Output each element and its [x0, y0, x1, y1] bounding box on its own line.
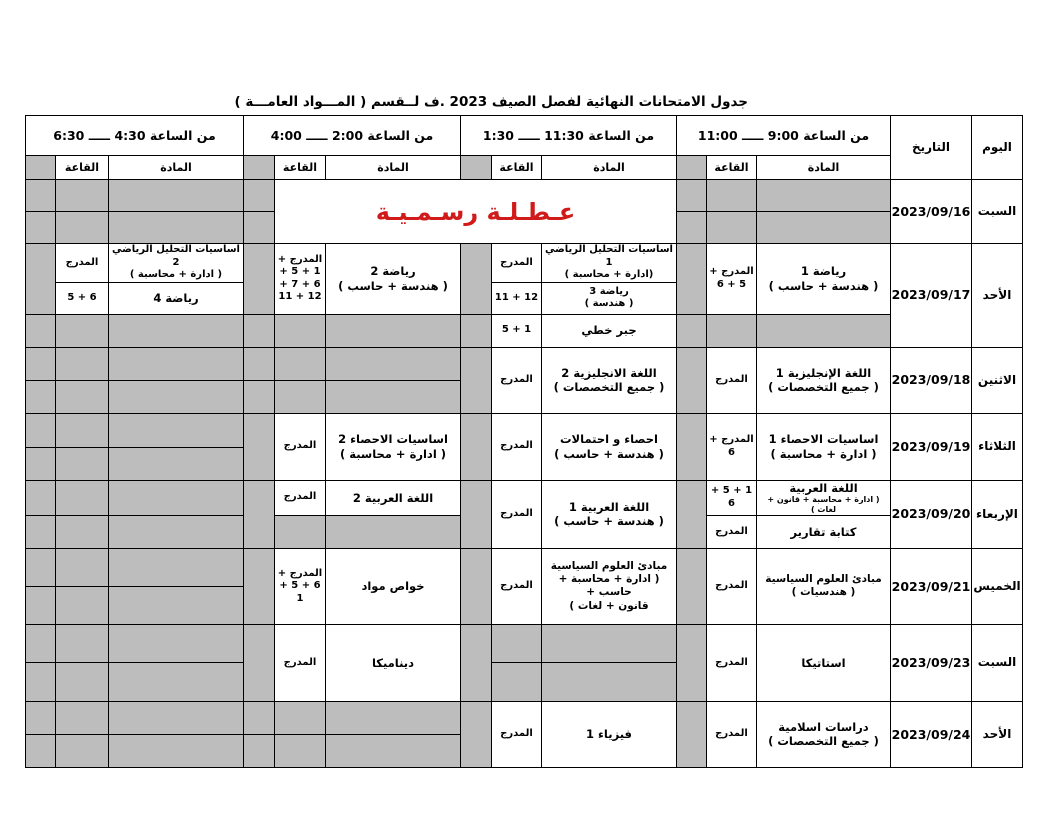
empty-cell [109, 624, 244, 662]
separator-cell [677, 480, 707, 548]
empty-cell [109, 662, 244, 701]
empty-cell [326, 515, 461, 548]
empty-cell [109, 380, 244, 413]
subject-dept: ( هندسيات ) [791, 586, 856, 599]
subject-dept: ( هندسة + حاسب ) [768, 278, 879, 293]
empty-cell [757, 180, 891, 212]
separator-cell [26, 624, 56, 662]
separator-cell [677, 212, 707, 244]
separator-cell [677, 156, 707, 180]
empty-cell [56, 413, 109, 447]
empty-cell [109, 480, 244, 515]
empty-cell [56, 480, 109, 515]
room-cell: 1 + 5 [492, 314, 542, 347]
room-cell: المدرج [492, 548, 542, 624]
subject-header: المادة [757, 156, 891, 180]
separator-cell [26, 180, 56, 212]
separator-cell [244, 314, 275, 347]
subject-dept: ( هندسة + حاسب ) [338, 278, 448, 293]
room-header: القاعة [492, 156, 542, 180]
subject-cell [542, 347, 677, 413]
date-cell: 2023/09/21 [891, 548, 972, 624]
empty-cell [109, 180, 244, 212]
separator-cell [677, 314, 707, 347]
room-cell: 1 + 5 + 6 [707, 480, 757, 515]
empty-cell [275, 347, 326, 380]
subject-header: المادة [109, 156, 244, 180]
subject-name: اساسيات الاحصاء 1 [768, 432, 879, 447]
subject-dept: ( جميع التخصصات ) [768, 734, 879, 749]
subject-name: رياضة 3 [589, 285, 629, 297]
separator-cell [461, 156, 492, 180]
subject-cell [542, 244, 677, 283]
room-cell [275, 548, 326, 624]
empty-cell [707, 212, 757, 244]
separator-cell [677, 413, 707, 480]
separator-cell [677, 347, 707, 413]
page-title: جدول الامتحانات النهائية لفصل الصيف 2023 .ف لــقسم ( المـــواد العامـــة ) [234, 94, 748, 110]
separator-cell [461, 244, 492, 315]
day-cell: الخميس [972, 548, 1023, 624]
subject-name: مبادئ العلوم السياسية [765, 573, 882, 586]
subject-dept: ( ادارة + محاسبة + قانون + لغات ) [767, 494, 880, 514]
subject-dept: ( ادارة + محاسبة + حاسب + [558, 573, 660, 599]
empty-cell [56, 701, 109, 734]
empty-cell [56, 314, 109, 347]
subject-dept: ( هندسة + حاسب ) [554, 446, 664, 461]
subject-name: احصاء و احتمالات [560, 432, 658, 447]
empty-cell [109, 212, 244, 244]
empty-cell [542, 662, 677, 701]
subject-dept: (ادارة + محاسبة ) [564, 269, 654, 280]
holiday-cell [275, 180, 677, 244]
subject-name: دراسات اسلامية [778, 720, 869, 734]
room-cell: المدرج + 6 [707, 413, 757, 480]
slot-4-header: من الساعة 4:30 ـــــ 6:30 [26, 116, 244, 156]
separator-cell [244, 548, 275, 624]
slot-3-header: من الساعة 2:00 ـــــ 4:00 [244, 116, 461, 156]
separator-cell [461, 701, 492, 767]
room-cell: المدرج [707, 515, 757, 548]
separator-cell [244, 701, 275, 734]
empty-cell [275, 734, 326, 767]
separator-cell [26, 515, 56, 548]
slot-2-header: من الساعة 11:30 ـــــ 1:30 [461, 116, 677, 156]
empty-cell [326, 314, 461, 347]
room-cell: المدرج [275, 480, 326, 515]
subject-cell: كتابة تقارير [757, 515, 891, 548]
empty-cell [56, 180, 109, 212]
separator-cell [26, 586, 56, 624]
subject-cell [757, 548, 891, 624]
subject-cell: جبر خطي [542, 314, 677, 347]
separator-cell [461, 314, 492, 347]
subject-cell [757, 701, 891, 767]
subject-cell [757, 413, 891, 480]
table-row [26, 180, 1023, 212]
empty-cell [56, 586, 109, 624]
subject-name: اللغة العربية 1 [568, 499, 650, 514]
separator-cell [244, 480, 275, 548]
subject-cell [542, 413, 677, 480]
room-header: القاعة [56, 156, 109, 180]
date-cell: 2023/09/20 [891, 480, 972, 548]
date-header: التاريخ [891, 116, 972, 180]
empty-cell [542, 624, 677, 662]
date-cell: 2023/09/24 [891, 701, 972, 767]
separator-cell [26, 413, 56, 447]
day-cell: الأحد [972, 244, 1023, 348]
empty-cell [275, 314, 326, 347]
empty-cell [109, 701, 244, 734]
separator-cell [26, 156, 56, 180]
subject-cell: فيزياء 1 [542, 701, 677, 767]
empty-cell [56, 347, 109, 380]
subject-name: اللغة العربية [789, 480, 858, 495]
empty-cell [56, 447, 109, 480]
separator-cell [677, 624, 707, 701]
subject-cell [757, 480, 891, 515]
separator-cell [244, 180, 275, 212]
room-line: 6 + 5 [716, 278, 747, 290]
day-cell: الأحد [972, 701, 1023, 767]
subject-dept: ( هندسة + حاسب ) [554, 514, 664, 529]
room-cell: المدرج [492, 480, 542, 548]
date-cell: 2023/09/18 [891, 347, 972, 413]
subject-cell: اللغة العربية 2 [326, 480, 461, 515]
separator-cell [461, 548, 492, 624]
room-cell: المدرج [492, 413, 542, 480]
table-row [26, 244, 1023, 283]
separator-cell [244, 413, 275, 480]
empty-cell [109, 413, 244, 447]
table-row [26, 314, 1023, 347]
room-cell [275, 244, 326, 315]
room-cell: المدرج [56, 244, 109, 283]
separator-cell [244, 380, 275, 413]
subject-name: اساسيات الاحصاء 2 [338, 432, 448, 447]
empty-cell [109, 515, 244, 548]
subject-cell [542, 548, 677, 624]
separator-cell [26, 734, 56, 767]
subject-name: رياضة 2 [370, 264, 416, 279]
separator-cell [244, 624, 275, 701]
table-row [26, 701, 1023, 734]
date-cell: 2023/09/23 [891, 624, 972, 701]
empty-cell [56, 515, 109, 548]
subject-name: اللغة الانجليزية 2 [561, 365, 657, 380]
subject-cell [542, 480, 677, 548]
empty-cell [757, 314, 891, 347]
separator-cell [461, 480, 492, 548]
empty-cell [56, 380, 109, 413]
separator-cell [244, 734, 275, 767]
room-cell [707, 244, 757, 315]
room-line: المدرج + [277, 253, 323, 265]
empty-cell [707, 180, 757, 212]
empty-cell [326, 734, 461, 767]
subject-name: رياضة 1 [800, 264, 847, 279]
subject-cell: استاتيكا [757, 624, 891, 701]
room-cell: المدرج [275, 413, 326, 480]
subject-dept: قانون + لغات ) [569, 599, 649, 612]
day-cell: السبت [972, 180, 1023, 244]
separator-cell [26, 548, 56, 586]
empty-cell [56, 548, 109, 586]
empty-cell [492, 662, 542, 701]
separator-cell [677, 548, 707, 624]
separator-cell [26, 347, 56, 380]
slot-1-header: من الساعة 9:00 ـــــ 11:00 [677, 116, 891, 156]
room-cell: المدرج [275, 624, 326, 701]
room-cell: المدرج [707, 624, 757, 701]
room-header: القاعة [707, 156, 757, 180]
empty-cell [109, 734, 244, 767]
subject-cell: ديناميكا [326, 624, 461, 701]
separator-cell [244, 347, 275, 380]
empty-cell [707, 314, 757, 347]
room-cell: المدرج [707, 548, 757, 624]
date-cell: 2023/09/16 [891, 180, 972, 244]
room-header: القاعة [275, 156, 326, 180]
room-cell: المدرج [492, 701, 542, 767]
date-cell: 2023/09/17 [891, 244, 972, 348]
empty-cell [109, 447, 244, 480]
subject-name: اللغة الإنجليزية 1 [775, 365, 872, 380]
slot-header-row [26, 116, 1023, 156]
separator-cell [244, 156, 275, 180]
table-row [26, 347, 1023, 380]
empty-cell [56, 734, 109, 767]
separator-cell [26, 701, 56, 734]
separator-cell [26, 244, 56, 315]
separator-cell [26, 314, 56, 347]
subject-cell [757, 347, 891, 413]
empty-cell [275, 701, 326, 734]
room-cell: المدرج [707, 701, 757, 767]
separator-cell [677, 180, 707, 212]
subject-dept: ( جميع التخصصات ) [768, 380, 879, 394]
subject-cell [326, 413, 461, 480]
room-line: المدرج + [709, 266, 754, 278]
subject-dept: ( ادارة + محاسبة ) [770, 446, 877, 461]
subject-cell [542, 282, 677, 314]
empty-cell [275, 515, 326, 548]
table-row [26, 624, 1023, 662]
separator-cell [26, 447, 56, 480]
separator-cell [26, 212, 56, 244]
separator-cell [677, 701, 707, 767]
empty-cell [56, 212, 109, 244]
room-cell: المدرج [707, 347, 757, 413]
separator-cell [26, 662, 56, 701]
empty-cell [326, 701, 461, 734]
empty-cell [109, 347, 244, 380]
empty-cell [326, 347, 461, 380]
room-cell: المدرج [492, 347, 542, 413]
empty-cell [326, 380, 461, 413]
empty-cell [109, 314, 244, 347]
separator-cell [677, 244, 707, 315]
table-row [26, 480, 1023, 515]
empty-cell [757, 212, 891, 244]
subject-cell: خواص مواد [326, 548, 461, 624]
room-line: 12 + 11 [278, 291, 322, 303]
empty-cell [275, 380, 326, 413]
room-cell: 12 + 11 [492, 282, 542, 314]
separator-cell [26, 480, 56, 515]
empty-cell [56, 624, 109, 662]
date-cell: 2023/09/19 [891, 413, 972, 480]
room-line: 6 + 7 + [279, 278, 321, 290]
exam-schedule-table [25, 115, 1023, 768]
subject-cell [109, 244, 244, 283]
day-cell: الثلاثاء [972, 413, 1023, 480]
separator-cell [461, 347, 492, 413]
subject-cell: رياضة 4 [109, 282, 244, 314]
subject-dept: ( هندسة ) [584, 298, 634, 309]
subject-name: مبادئ العلوم السياسية [550, 560, 668, 573]
subject-dept: ( ادارة + محاسبة ) [129, 269, 223, 280]
separator-cell [244, 212, 275, 244]
table-row [26, 548, 1023, 586]
subject-dept: ( ادارة + محاسبة ) [339, 446, 447, 461]
separator-cell [461, 413, 492, 480]
subject-cell [757, 244, 891, 315]
day-header: اليوم [972, 116, 1023, 180]
empty-cell [109, 548, 244, 586]
holiday-label: عـطـلـة رسـمـيـة [375, 197, 576, 226]
separator-cell [461, 624, 492, 701]
day-cell: الإربعاء [972, 480, 1023, 548]
subject-name: اساسيات التحليل الرياضي 2 [112, 244, 240, 268]
room-cell: 6 + 5 [56, 282, 109, 314]
empty-cell [56, 662, 109, 701]
room-line: 1 + 5 + [279, 266, 321, 278]
day-cell: الاثنين [972, 347, 1023, 413]
empty-cell [492, 624, 542, 662]
separator-cell [26, 380, 56, 413]
subject-cell [326, 244, 461, 315]
subject-dept: ( جميع التخصصات ) [553, 380, 665, 394]
empty-cell [109, 586, 244, 624]
subject-name: اساسيات التحليل الرياضي 1 [545, 244, 673, 268]
day-cell: السبت [972, 624, 1023, 701]
subject-header: المادة [542, 156, 677, 180]
subject-header: المادة [326, 156, 461, 180]
room-line: 6 + 5 + 1 [279, 580, 321, 604]
separator-cell [244, 244, 275, 315]
table-row [26, 413, 1023, 447]
room-line: المدرج + [277, 567, 323, 579]
column-header-row [26, 156, 1023, 180]
room-cell: المدرج [492, 244, 542, 283]
